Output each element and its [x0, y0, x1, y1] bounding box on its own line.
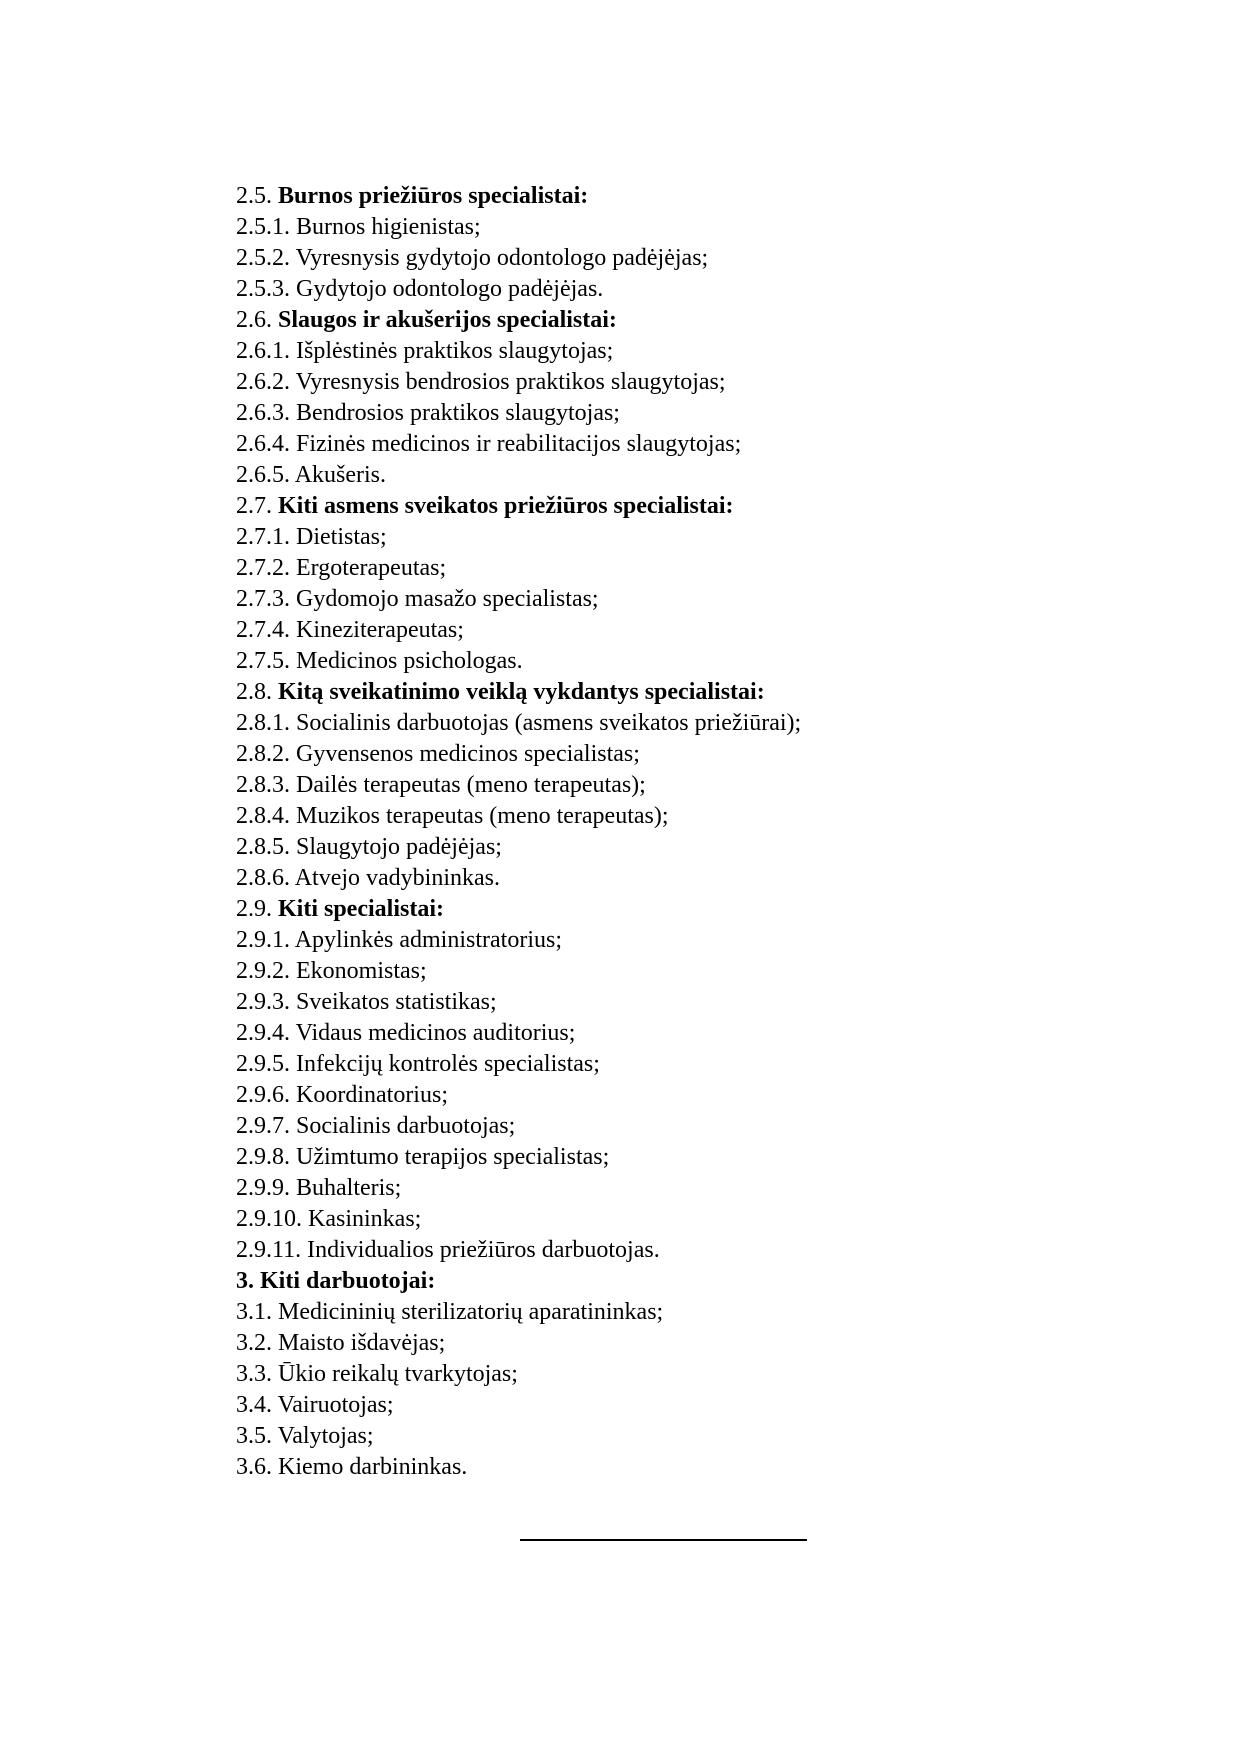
- list-item: [236, 956, 1216, 987]
- list-item: [236, 1018, 1216, 1049]
- item-text: Valytojas;: [277, 1423, 374, 1449]
- item-number: 3.: [236, 1268, 254, 1294]
- item-number: 2.6.4.: [236, 431, 290, 457]
- list-item: [236, 987, 1216, 1018]
- item-text: Ergoterapeutas;: [296, 555, 447, 581]
- item-text: Kineziterapeutas;: [296, 617, 464, 643]
- item-text: Dailės terapeutas (meno terapeutas);: [296, 772, 646, 798]
- item-text: Slaugytojo padėjėjas;: [296, 834, 502, 860]
- item-text: Vyresnysis gydytojo odontologo padėjėjas;: [295, 245, 709, 271]
- list-item: [236, 584, 1216, 615]
- list-item: [236, 1173, 1216, 1204]
- list-item: [236, 1049, 1216, 1080]
- item-number: 2.8.3.: [236, 772, 290, 798]
- item-number: 3.1.: [236, 1299, 272, 1325]
- item-number: 3.6.: [236, 1454, 272, 1480]
- item-number: 2.7.2.: [236, 555, 290, 581]
- list-item: [236, 1390, 1216, 1421]
- list-item: [236, 832, 1216, 863]
- item-number: 2.7.: [236, 493, 272, 519]
- item-number: 2.9.11.: [236, 1237, 302, 1263]
- item-text: Buhalteris;: [296, 1175, 402, 1201]
- list-item: [236, 398, 1216, 429]
- item-number: 2.9.9.: [236, 1175, 290, 1201]
- item-text: Slaugos ir akušerijos specialistai:: [278, 307, 617, 333]
- item-text: Fizinės medicinos ir reabilitacijos slaugytojas;: [296, 431, 742, 457]
- item-text: Užimtumo terapijos specialistas;: [296, 1144, 610, 1170]
- item-number: 2.8.4.: [236, 803, 290, 829]
- item-text: Burnos priežiūros specialistai:: [278, 183, 589, 209]
- item-number: 2.7.3.: [236, 586, 290, 612]
- item-text: Ekonomistas;: [296, 958, 427, 984]
- list-item: [236, 305, 1216, 336]
- item-text: Socialinis darbuotojas;: [296, 1113, 516, 1139]
- list-item: [236, 863, 1216, 894]
- item-number: 2.9.10.: [236, 1206, 302, 1232]
- item-number: 2.9.5.: [236, 1051, 290, 1077]
- list-item: [236, 1328, 1216, 1359]
- item-number: 2.7.5.: [236, 648, 290, 674]
- item-text: Koordinatorius;: [296, 1082, 448, 1108]
- item-number: 2.8.: [236, 679, 272, 705]
- item-text: Burnos higienistas;: [296, 214, 481, 240]
- item-text: Vidaus medicinos auditorius;: [295, 1020, 576, 1046]
- item-text: Kiti asmens sveikatos priežiūros specialistai:: [278, 493, 734, 519]
- item-number: 2.9.2.: [236, 958, 290, 984]
- list-item: [236, 367, 1216, 398]
- signature-rule: [520, 1539, 807, 1541]
- item-text: Kasininkas;: [308, 1206, 422, 1232]
- item-text: Bendrosios praktikos slaugytojas;: [296, 400, 620, 426]
- item-number: 2.6.1.: [236, 338, 290, 364]
- list-item: [236, 1421, 1216, 1452]
- item-text: Vyresnysis bendrosios praktikos slaugytojas;: [295, 369, 726, 395]
- list-item: [236, 1297, 1216, 1328]
- item-number: 2.5.: [236, 183, 272, 209]
- item-number: 2.5.2.: [236, 245, 290, 271]
- list-item: [236, 429, 1216, 460]
- list-item: [236, 336, 1216, 367]
- item-number: 2.6.: [236, 307, 272, 333]
- item-number: 2.7.1.: [236, 524, 290, 550]
- item-text: Atvejo vadybininkas.: [294, 865, 500, 891]
- list-item: [236, 522, 1216, 553]
- item-text: Ūkio reikalų tvarkytojas;: [278, 1361, 518, 1387]
- item-number: 2.5.1.: [236, 214, 290, 240]
- item-text: Sveikatos statistikas;: [296, 989, 497, 1015]
- item-text: Vairuotojas;: [277, 1392, 394, 1418]
- list-item: [236, 274, 1216, 305]
- list-item: [236, 553, 1216, 584]
- item-text: Medicinos psichologas.: [296, 648, 523, 674]
- list-item: [236, 1204, 1216, 1235]
- item-number: 2.9.6.: [236, 1082, 290, 1108]
- item-number: 3.4.: [236, 1392, 272, 1418]
- item-text: Individualios priežiūros darbuotojas.: [307, 1237, 660, 1263]
- item-text: Kitą sveikatinimo veiklą vykdantys specialistai:: [278, 679, 765, 705]
- item-number: 2.5.3.: [236, 276, 290, 302]
- item-number: 2.9.8.: [236, 1144, 290, 1170]
- item-number: 2.8.5.: [236, 834, 290, 860]
- list-item: [236, 212, 1216, 243]
- item-number: 2.7.4.: [236, 617, 290, 643]
- item-number: 3.3.: [236, 1361, 272, 1387]
- list-item: [236, 1080, 1216, 1111]
- list-item: [236, 1359, 1216, 1390]
- item-number: 2.9.7.: [236, 1113, 290, 1139]
- item-text: Apylinkės administratorius;: [294, 927, 562, 953]
- item-text: Muzikos terapeutas (meno terapeutas);: [296, 803, 669, 829]
- list-item: [236, 677, 1216, 708]
- item-text: Išplėstinės praktikos slaugytojas;: [296, 338, 614, 364]
- list-item: [236, 491, 1216, 522]
- item-text: Kiti darbuotojai:: [260, 1268, 436, 1294]
- list-item: [236, 1452, 1216, 1483]
- item-text: Medicininių sterilizatorių aparatininkas;: [278, 1299, 664, 1325]
- item-number: 2.9.4.: [236, 1020, 290, 1046]
- list-item: [236, 739, 1216, 770]
- item-number: 2.8.2.: [236, 741, 290, 767]
- list-item: [236, 646, 1216, 677]
- list-item: [236, 615, 1216, 646]
- item-text: Gydomojo masažo specialistas;: [296, 586, 599, 612]
- item-number: 2.9.: [236, 896, 272, 922]
- list-item: [236, 460, 1216, 491]
- list-item: [236, 1235, 1216, 1266]
- item-number: 2.6.2.: [236, 369, 290, 395]
- item-text: Infekcijų kontrolės specialistas;: [296, 1051, 600, 1077]
- item-number: 3.2.: [236, 1330, 272, 1356]
- item-text: Kiemo darbininkas.: [278, 1454, 468, 1480]
- specialist-list: [236, 181, 1216, 1483]
- item-number: 2.9.3.: [236, 989, 290, 1015]
- item-number: 2.8.6.: [236, 865, 290, 891]
- list-item: [236, 1111, 1216, 1142]
- list-item: [236, 925, 1216, 956]
- list-item: [236, 243, 1216, 274]
- item-number: 2.9.1.: [236, 927, 290, 953]
- item-text: Socialinis darbuotojas (asmens sveikatos priežiūrai);: [296, 710, 802, 736]
- item-number: 2.6.3.: [236, 400, 290, 426]
- list-item: [236, 770, 1216, 801]
- list-item: [236, 1142, 1216, 1173]
- item-text: Gydytojo odontologo padėjėjas.: [296, 276, 604, 302]
- list-item: [236, 894, 1216, 925]
- list-item: [236, 1266, 1216, 1297]
- item-text: Maisto išdavėjas;: [278, 1330, 446, 1356]
- item-number: 3.5.: [236, 1423, 272, 1449]
- list-item: [236, 708, 1216, 739]
- item-number: 2.8.1.: [236, 710, 290, 736]
- list-item: [236, 801, 1216, 832]
- item-text: Akušeris.: [294, 462, 387, 488]
- item-text: Kiti specialistai:: [278, 896, 444, 922]
- item-text: Dietistas;: [296, 524, 387, 550]
- item-text: Gyvensenos medicinos specialistas;: [296, 741, 640, 767]
- list-item: [236, 181, 1216, 212]
- item-number: 2.6.5.: [236, 462, 290, 488]
